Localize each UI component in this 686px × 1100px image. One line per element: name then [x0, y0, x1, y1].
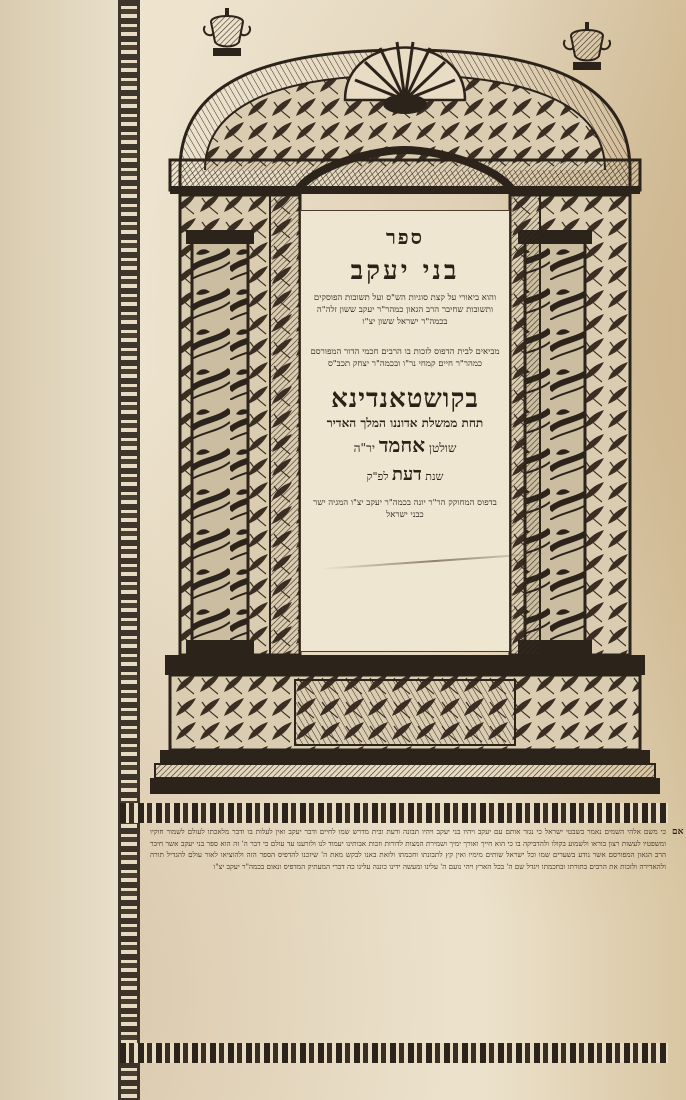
ornamental-border-bottom	[120, 1043, 668, 1063]
title-description-2: מביאים לבית הדפוס לזכות בו הרבים חכמי הדור המפורסם כמהר"ר חיים קמחי נר"ו ובכמה"ר יצחק תכב"ס	[310, 347, 500, 369]
sultan-line	[301, 433, 509, 458]
body-first-word: אם	[672, 827, 684, 837]
base-cornice	[165, 655, 645, 675]
ornamental-border-top	[120, 803, 668, 823]
left-column	[192, 240, 248, 645]
printer-line: בדפוס המחוקק הר"ר יונה בכמה"ר יעקב יצ"ו המגיה ישר כבני ישראל	[313, 498, 497, 520]
title-cartouche	[300, 210, 510, 652]
city-name: בקושטאנדינא	[331, 384, 479, 414]
sultan-suffix: יר"ה	[353, 441, 376, 455]
title-description: והוא ביאורי על קצת סוגיות הש"ס ועל תשובות הפוסקים ותשובות שחיבר הרב הגאון כמהר"ר יעקב ששון זלה"ה בכמה"ר ישראל ששון יצ"ו	[313, 293, 497, 327]
body-text	[150, 826, 666, 1036]
government-line: תחת ממשלת אדוננו המלך האדיר	[326, 416, 484, 430]
year-prefix: שנת	[425, 470, 444, 483]
sultan-prefix: שולטן	[428, 441, 457, 455]
urn-left	[204, 8, 250, 56]
urn-right	[564, 22, 610, 70]
year-suffix: לפ"ק	[366, 470, 389, 483]
sultan-name: אחמד	[378, 433, 426, 457]
book-title: בני יעקב	[350, 256, 460, 286]
sefer-heading: ספר	[385, 225, 425, 249]
body-paragraph: כי משם אלהי השמים נאמר בשבטי ישראל כי נגזר אותם עם יעקב ויהיו בני יעקב ויהיו תבונה ודעת ובית מדרש שמו לחיים ודבר יעקב ואין לעלות בו ודבר מלאכתו לעולם לשמור חוקיו ומשפטיו לעשות רצון בוראו ולשמוע בקולו ולהדביקה בו כי הוא חייך ואורך ימיך ושמירת המצות לדורות וזכות אבותינו יעמוד לנו ולזרענו עד עולם כי דבר ה' זה הוא ספר בני יעקב אשר חיבר הרב הגאון המפורסם אשר נודע בשערים שמו וכל ישראל שותים מימיו ואין קץ לתבונתו וחכמתו ולזאת באנו לבקש מאת ה' שיזכנו להדפיס הספר הזה ולהוציאו לאור עולם להגדיל תורה ולהאדירה ולזכות את הרבים בתורתו ובחכמתו ויגדל שם ה' בכל הארץ ויהי נועם ה' עלינו ומעשה ידינו כוננה עלינו כה דברי המעתיק המדפיס ונאום בכמה"ר יעקב יצ"ו	[150, 827, 666, 872]
year-word: דעת	[391, 464, 422, 485]
year-line	[301, 464, 509, 485]
page-margin	[0, 0, 118, 1100]
ornamental-border-left	[118, 0, 140, 1100]
entablature	[170, 160, 640, 190]
